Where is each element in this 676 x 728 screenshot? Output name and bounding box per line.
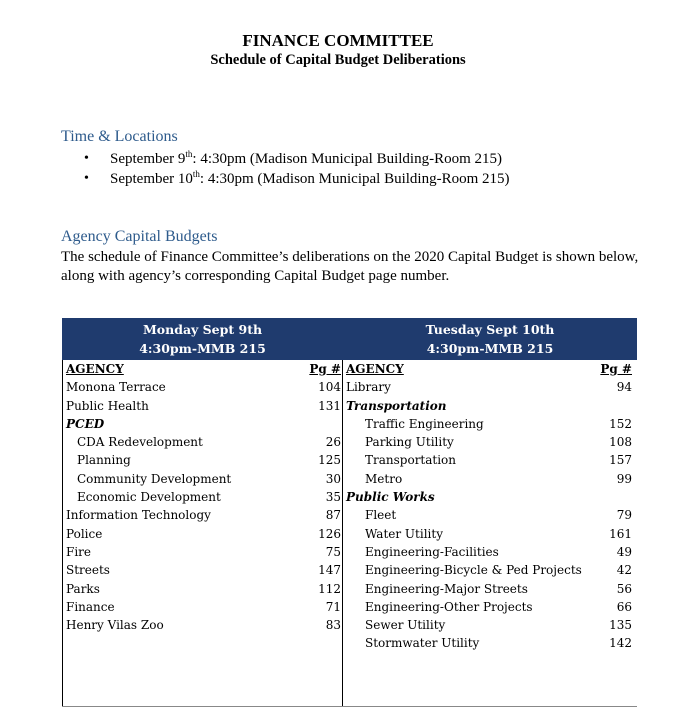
agency-name: Information Technology (66, 508, 211, 523)
agency-column-header: AGENCY (346, 362, 404, 376)
agency-name: Transportation (365, 453, 457, 468)
agency-name: Economic Development (77, 490, 221, 505)
agency-group-label: Transportation (346, 398, 447, 413)
table-row (63, 525, 343, 543)
table-row (63, 488, 343, 506)
list-item (84, 149, 510, 169)
tuesday-header (343, 318, 637, 358)
agency-name: Monona Terrace (66, 380, 166, 395)
bullet-icon: • (84, 171, 89, 186)
table-row (343, 451, 638, 469)
page-number: 108 (609, 435, 632, 450)
page-column-header: Pg # (309, 362, 341, 376)
table-row (63, 378, 343, 396)
table-row (63, 433, 343, 451)
agency-group-label: Public Works (346, 490, 435, 505)
page-number: 66 (616, 599, 632, 614)
page-number: 131 (318, 398, 341, 413)
page-number: 152 (609, 416, 632, 431)
agency-name: Henry Vilas Zoo (66, 618, 164, 633)
table-row (343, 378, 638, 396)
location-text: : 4:30pm (Madison Municipal Building-Room 215) (199, 171, 510, 187)
page-number: 79 (616, 508, 632, 523)
page-number: 42 (616, 563, 632, 578)
agency-name: Library (346, 380, 391, 395)
page-column-header: Pg # (600, 362, 632, 376)
table-row (343, 488, 638, 506)
table-row (63, 415, 343, 433)
monday-time: 4:30pm-MMB 215 (139, 341, 266, 356)
page-number: 75 (325, 544, 341, 559)
document-subtitle: Schedule of Capital Budget Deliberations (210, 52, 466, 68)
monday-header (62, 318, 343, 358)
table-row (343, 397, 638, 415)
table-row (343, 561, 638, 579)
page-number: 99 (616, 471, 632, 486)
page-number: 71 (325, 599, 341, 614)
agency-name: Sewer Utility (365, 618, 446, 633)
table-row (63, 580, 343, 598)
bullet-icon: • (84, 151, 89, 166)
table-row (63, 506, 343, 524)
table-row (63, 543, 343, 561)
table-row (343, 415, 638, 433)
table-row (343, 634, 638, 652)
page-number: 161 (609, 526, 632, 541)
agency-name: Planning (77, 453, 131, 468)
agency-name: Traffic Engineering (365, 416, 484, 431)
agency-name: Fleet (365, 508, 397, 523)
document-title: FINANCE COMMITTEE (242, 31, 434, 50)
monday-day: Monday Sept 9th (142, 322, 263, 337)
agency-name: Finance (66, 599, 115, 614)
page-number: 112 (318, 581, 341, 596)
tuesday-day: Tuesday Sept 10th (425, 322, 555, 337)
page-number: 104 (318, 380, 341, 395)
agency-name: Engineering-Facilities (365, 544, 499, 559)
date-suffix: th (192, 169, 200, 179)
page-number: 56 (616, 581, 632, 596)
agency-budgets-heading: Agency Capital Budgets (61, 228, 218, 245)
page-number: 94 (616, 380, 632, 395)
tuesday-time: 4:30pm-MMB 215 (426, 341, 554, 356)
table-row (343, 616, 638, 634)
page-number: 126 (318, 526, 341, 541)
agency-name: Fire (66, 544, 92, 559)
list-item (84, 169, 510, 189)
tuesday-column (342, 360, 638, 706)
table-row (63, 470, 343, 488)
agency-name: Engineering-Major Streets (365, 581, 528, 596)
agency-name: Parking Utility (365, 435, 454, 450)
column-header-row (343, 360, 638, 378)
column-header-row (63, 360, 343, 378)
date-text: September 10 (110, 171, 193, 187)
agency-group-label: PCED (66, 416, 105, 431)
table-row (343, 525, 638, 543)
schedule-table (62, 318, 637, 706)
table-row (63, 451, 343, 469)
table-row (63, 397, 343, 415)
agency-name: CDA Redevelopment (77, 435, 203, 450)
table-row (63, 616, 343, 634)
location-text: : 4:30pm (Madison Municipal Building-Room 215) (192, 151, 502, 167)
table-row (343, 598, 638, 616)
agency-name: Parks (66, 581, 100, 596)
page-number: 142 (609, 636, 632, 651)
page-number: 87 (325, 508, 341, 523)
agency-name: Engineering-Bicycle & Ped Projects (365, 563, 582, 578)
agency-name: Engineering-Other Projects (365, 599, 533, 614)
page-number: 83 (325, 618, 341, 633)
agency-name: Streets (66, 563, 110, 578)
agency-name: Metro (365, 471, 403, 486)
table-row (343, 543, 638, 561)
page-number: 26 (325, 435, 341, 450)
monday-column (62, 360, 343, 706)
time-locations-heading: Time & Locations (61, 128, 178, 145)
page-number: 49 (616, 544, 632, 559)
page-number: 157 (609, 453, 632, 468)
bottom-divider (62, 706, 637, 707)
table-row (343, 470, 638, 488)
page-number: 125 (318, 453, 341, 468)
agency-name: Police (66, 526, 103, 541)
agency-name: Community Development (77, 471, 232, 486)
table-row (343, 433, 638, 451)
agency-name: Public Health (66, 398, 149, 413)
page-number: 35 (325, 490, 341, 505)
date-text: September 9 (110, 151, 186, 167)
page-number: 135 (609, 618, 632, 633)
table-row (63, 598, 343, 616)
agency-name: Water Utility (365, 526, 443, 541)
time-locations-list (84, 149, 510, 189)
date-suffix: th (185, 149, 193, 159)
agency-name: Stormwater Utility (365, 636, 480, 651)
agency-budgets-paragraph: The schedule of Finance Committee’s deliberations on the 2020 Capital Budget is shown below, along with agency’s corresponding Capital Budget page number. (61, 249, 639, 284)
agency-column-header: AGENCY (66, 362, 124, 376)
tuesday-rows (343, 378, 638, 652)
table-row (343, 580, 638, 598)
page-number: 147 (318, 563, 341, 578)
table-row (343, 506, 638, 524)
page-number: 30 (325, 471, 341, 486)
monday-rows (63, 378, 343, 634)
table-row (63, 561, 343, 579)
